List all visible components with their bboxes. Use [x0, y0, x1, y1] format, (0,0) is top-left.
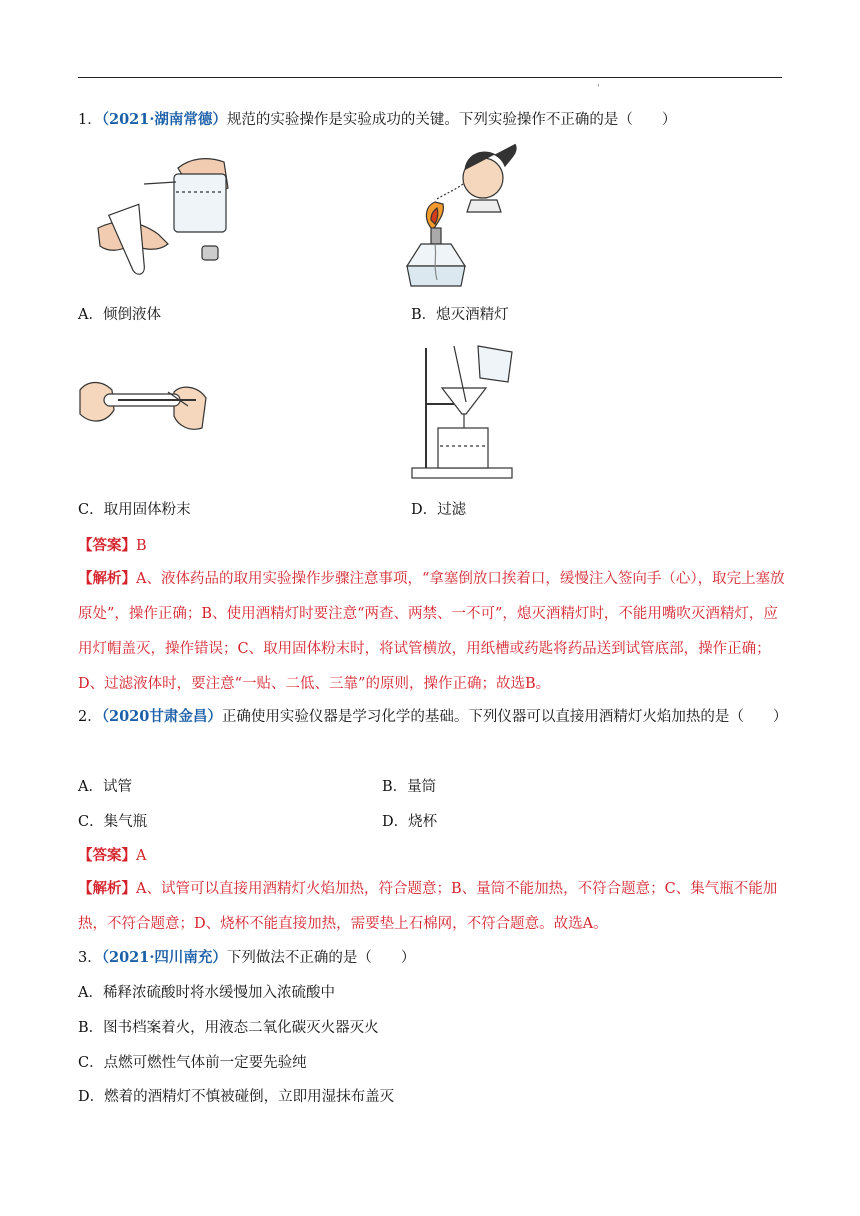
q2-analysis [78, 871, 790, 942]
answer-tag: 【答案】 [78, 537, 136, 554]
q2-option-c: C．集气瓶 [78, 814, 148, 830]
question-number: 2． [78, 709, 102, 725]
q1-answer [78, 536, 147, 556]
adding-powder-figure [78, 370, 208, 455]
q1-analysis [78, 561, 790, 702]
q3-option-d: D．燃着的酒精灯不慎被碰倒，立即用湿抹布盖灭 [78, 1089, 395, 1105]
analysis-text: A、液体药品的取用实验操作步骤注意事项，“拿塞倒放口挨着口，缓慢注入签向手（心），取完上塞放原处”，操作正确；B、使用酒精灯时要注意“两查、两禁、一不可”，熄灭酒精灯时，不能用嘴吹灭酒精灯，应用灯帽盖灭，操作错误；C、取用固体粉末时，将试管横放，用纸槽或药匙将药品送到试管底部，操作正确；D、过滤液体时，要注意“一贴、二低、三靠”的原则，操作正确；故选B。 [78, 571, 785, 692]
answer-value: B [136, 538, 147, 554]
analysis-tag: 【解析】 [78, 880, 136, 897]
q3-option-b: B．图书档案着火，用液态二氧化碳灭火器灭火 [78, 1020, 379, 1036]
answer-tag: 【答案】 [78, 847, 136, 864]
analysis-text: A、试管可以直接用酒精灯火焰加热，符合题意；B、量筒不能加热，不符合题意；C、集气瓶不能加热，不符合题意；D、烧杯不能直接加热，需要垫上石棉网，不符合题意。故选A。 [78, 881, 778, 932]
question-source: （2021·四川南充） [101, 949, 227, 966]
question-text: 规范的实验操作是实验成功的关键。下列实验操作不正确的是（ ） [226, 112, 677, 128]
q2-answer [78, 846, 146, 866]
option-b-label: B．熄灭酒精灯 [411, 307, 509, 323]
option-a-label: A．倾倒液体 [78, 307, 161, 323]
option-d-label: D．过滤 [411, 502, 467, 518]
q3-option-a: A．稀释浓硫酸时将水缓慢加入浓硫酸中 [78, 985, 335, 1001]
pouring-liquid-figure [78, 148, 238, 283]
q2-option-a: A．试管 [78, 779, 132, 795]
header-rule [78, 77, 782, 78]
q3-option-c: C．点燃可燃性气体前一定要先验纯 [78, 1055, 307, 1071]
question-1-stem [78, 110, 676, 130]
answer-value: A [136, 848, 147, 864]
q2-option-d: D．烧杯 [382, 814, 438, 830]
question-3-stem [78, 948, 415, 968]
question-number: 1． [78, 112, 102, 128]
option-c-label: C．取用固体粉末 [78, 502, 191, 518]
question-text: 正确使用实验仪器是学习化学的基础。下列仪器可以直接用酒精灯火焰加热的是（ ） [221, 709, 788, 725]
q2-option-b: B．量筒 [382, 779, 437, 795]
question-number: 3． [78, 950, 102, 966]
blowing-out-lamp-figure [415, 140, 535, 295]
question-source: （2020甘肃金昌） [101, 708, 222, 725]
question-source: （2021·湖南常德） [101, 111, 227, 128]
filtration-figure [408, 342, 528, 482]
question-text: 下列做法不正确的是（ ） [226, 950, 416, 966]
header-mark: ' [597, 84, 600, 94]
analysis-tag: 【解析】 [78, 570, 136, 587]
question-2-stem [78, 707, 787, 727]
